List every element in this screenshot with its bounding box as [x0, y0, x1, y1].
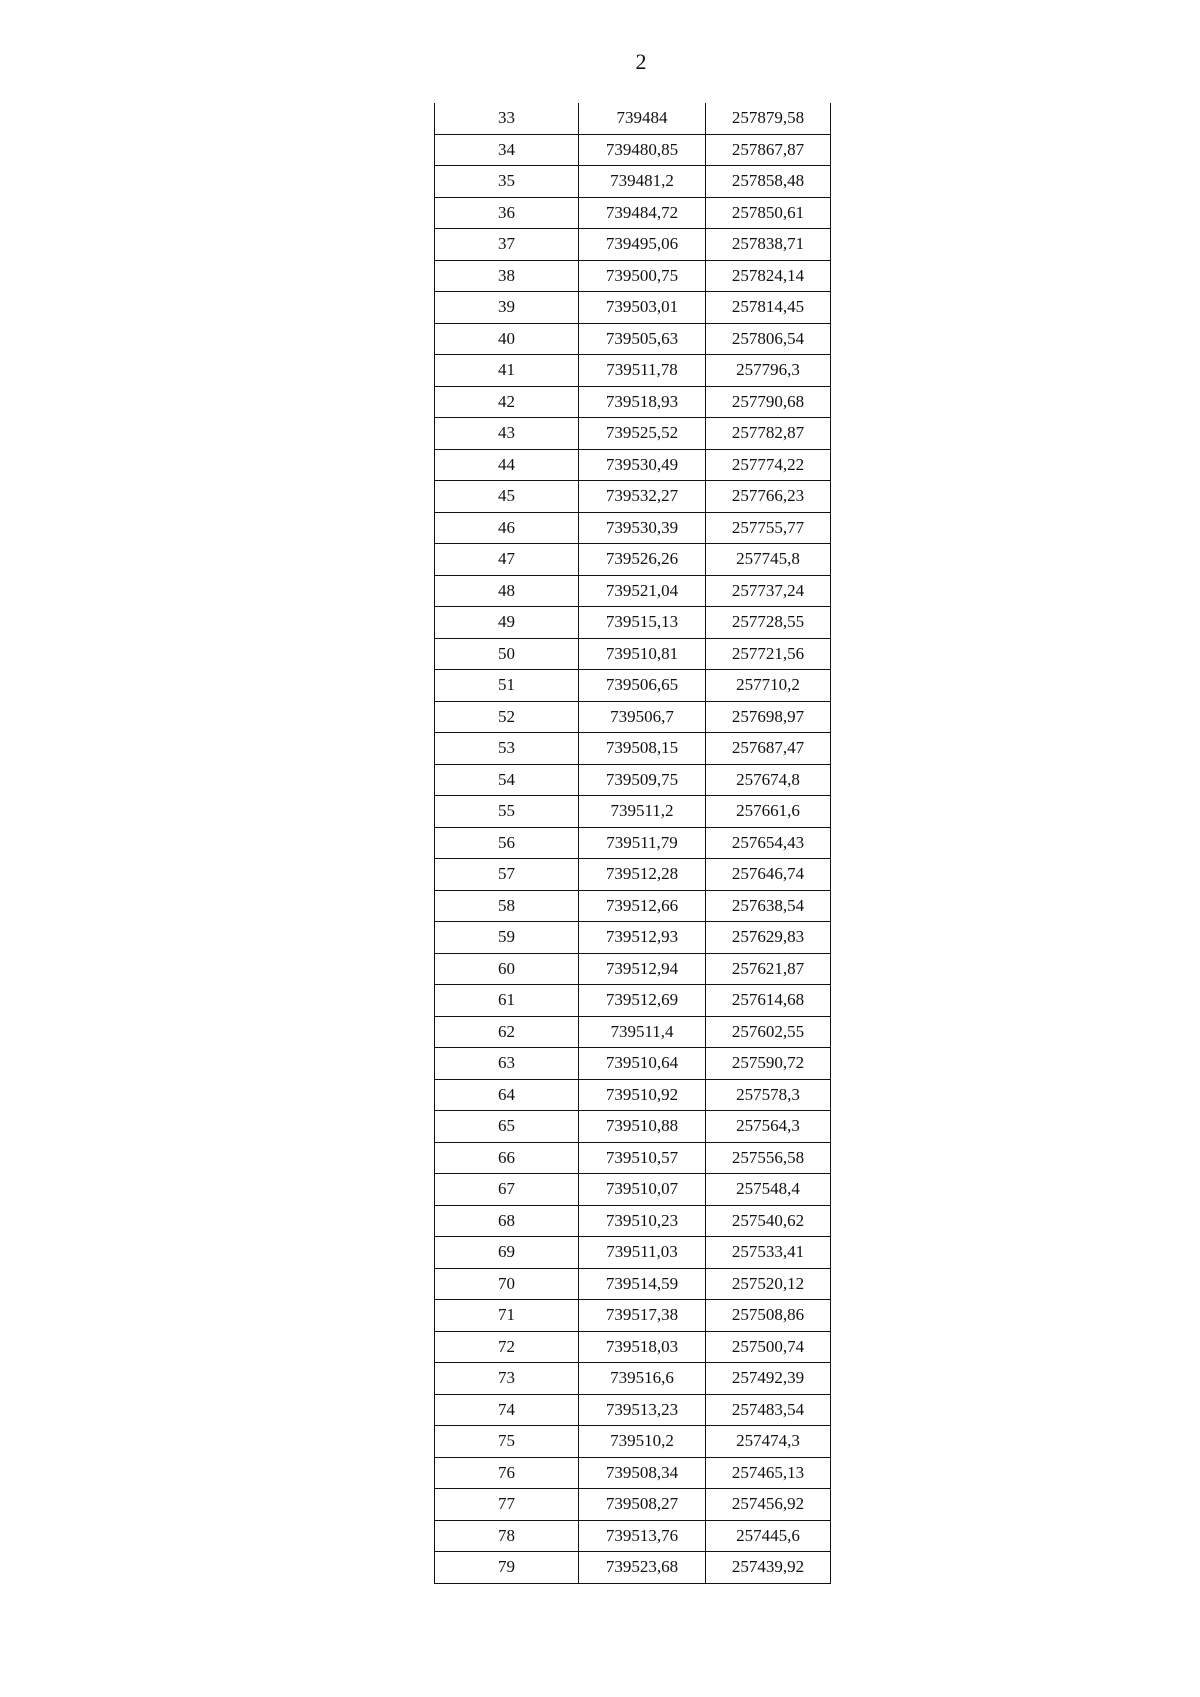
- table-row: [435, 1363, 831, 1395]
- point-number-cell: 34: [435, 134, 579, 166]
- point-number-cell: 76: [435, 1457, 579, 1489]
- y-coordinate-cell: 257858,48: [706, 166, 831, 198]
- table-row: [435, 229, 831, 261]
- x-coordinate-cell: 739523,68: [579, 1552, 706, 1584]
- x-coordinate-cell: 739511,78: [579, 355, 706, 387]
- point-number-cell: 58: [435, 890, 579, 922]
- y-coordinate-cell: 257721,56: [706, 638, 831, 670]
- table-row: [435, 859, 831, 891]
- point-number-cell: 56: [435, 827, 579, 859]
- table-row: [435, 764, 831, 796]
- point-number-cell: 72: [435, 1331, 579, 1363]
- y-coordinate-cell: 257638,54: [706, 890, 831, 922]
- x-coordinate-cell: 739513,76: [579, 1520, 706, 1552]
- table-row: [435, 481, 831, 513]
- x-coordinate-cell: 739513,23: [579, 1394, 706, 1426]
- table-row: [435, 512, 831, 544]
- point-number-cell: 35: [435, 166, 579, 198]
- x-coordinate-cell: 739495,06: [579, 229, 706, 261]
- y-coordinate-cell: 257456,92: [706, 1489, 831, 1521]
- table-row: [435, 890, 831, 922]
- y-coordinate-cell: 257602,55: [706, 1016, 831, 1048]
- y-coordinate-cell: 257867,87: [706, 134, 831, 166]
- point-number-cell: 45: [435, 481, 579, 513]
- x-coordinate-cell: 739510,2: [579, 1426, 706, 1458]
- table-row: [435, 260, 831, 292]
- x-coordinate-cell: 739512,94: [579, 953, 706, 985]
- table-row: [435, 418, 831, 450]
- point-number-cell: 69: [435, 1237, 579, 1269]
- point-number-cell: 75: [435, 1426, 579, 1458]
- table-row: [435, 1174, 831, 1206]
- y-coordinate-cell: 257661,6: [706, 796, 831, 828]
- x-coordinate-cell: 739510,92: [579, 1079, 706, 1111]
- y-coordinate-cell: 257674,8: [706, 764, 831, 796]
- y-coordinate-cell: 257766,23: [706, 481, 831, 513]
- y-coordinate-cell: 257508,86: [706, 1300, 831, 1332]
- point-number-cell: 67: [435, 1174, 579, 1206]
- y-coordinate-cell: 257838,71: [706, 229, 831, 261]
- point-number-cell: 62: [435, 1016, 579, 1048]
- table-row: [435, 544, 831, 576]
- point-number-cell: 74: [435, 1394, 579, 1426]
- y-coordinate-cell: 257824,14: [706, 260, 831, 292]
- point-number-cell: 38: [435, 260, 579, 292]
- point-number-cell: 55: [435, 796, 579, 828]
- y-coordinate-cell: 257578,3: [706, 1079, 831, 1111]
- y-coordinate-cell: 257782,87: [706, 418, 831, 450]
- point-number-cell: 51: [435, 670, 579, 702]
- point-number-cell: 52: [435, 701, 579, 733]
- point-number-cell: 73: [435, 1363, 579, 1395]
- y-coordinate-cell: 257492,39: [706, 1363, 831, 1395]
- table-row: [435, 166, 831, 198]
- x-coordinate-cell: 739511,03: [579, 1237, 706, 1269]
- table-row: [435, 953, 831, 985]
- point-number-cell: 39: [435, 292, 579, 324]
- point-number-cell: 42: [435, 386, 579, 418]
- x-coordinate-cell: 739514,59: [579, 1268, 706, 1300]
- table-row: [435, 638, 831, 670]
- x-coordinate-cell: 739480,85: [579, 134, 706, 166]
- table-row: [435, 197, 831, 229]
- y-coordinate-cell: 257646,74: [706, 859, 831, 891]
- y-coordinate-cell: 257614,68: [706, 985, 831, 1017]
- table-row: [435, 575, 831, 607]
- x-coordinate-cell: 739511,2: [579, 796, 706, 828]
- x-coordinate-cell: 739510,88: [579, 1111, 706, 1143]
- point-number-cell: 47: [435, 544, 579, 576]
- x-coordinate-cell: 739484: [579, 103, 706, 134]
- point-number-cell: 59: [435, 922, 579, 954]
- x-coordinate-cell: 739530,39: [579, 512, 706, 544]
- table-row: [435, 1237, 831, 1269]
- point-number-cell: 68: [435, 1205, 579, 1237]
- y-coordinate-cell: 257745,8: [706, 544, 831, 576]
- y-coordinate-cell: 257590,72: [706, 1048, 831, 1080]
- table-row: [435, 1394, 831, 1426]
- table-row: [435, 449, 831, 481]
- point-number-cell: 37: [435, 229, 579, 261]
- y-coordinate-cell: 257445,6: [706, 1520, 831, 1552]
- point-number-cell: 41: [435, 355, 579, 387]
- table-row: [435, 1079, 831, 1111]
- point-number-cell: 60: [435, 953, 579, 985]
- table-row: [435, 701, 831, 733]
- y-coordinate-cell: 257564,3: [706, 1111, 831, 1143]
- point-number-cell: 54: [435, 764, 579, 796]
- x-coordinate-cell: 739506,65: [579, 670, 706, 702]
- x-coordinate-cell: 739510,57: [579, 1142, 706, 1174]
- table-row: [435, 670, 831, 702]
- y-coordinate-cell: 257814,45: [706, 292, 831, 324]
- table-row: [435, 1048, 831, 1080]
- point-number-cell: 64: [435, 1079, 579, 1111]
- table-row: [435, 1016, 831, 1048]
- table-row: [435, 1426, 831, 1458]
- x-coordinate-cell: 739512,66: [579, 890, 706, 922]
- y-coordinate-cell: 257774,22: [706, 449, 831, 481]
- table-row: [435, 1205, 831, 1237]
- x-coordinate-cell: 739532,27: [579, 481, 706, 513]
- x-coordinate-cell: 739508,27: [579, 1489, 706, 1521]
- y-coordinate-cell: 257621,87: [706, 953, 831, 985]
- table-row: [435, 1111, 831, 1143]
- x-coordinate-cell: 739511,4: [579, 1016, 706, 1048]
- point-number-cell: 71: [435, 1300, 579, 1332]
- y-coordinate-cell: 257520,12: [706, 1268, 831, 1300]
- x-coordinate-cell: 739516,6: [579, 1363, 706, 1395]
- x-coordinate-cell: 739508,15: [579, 733, 706, 765]
- y-coordinate-cell: 257533,41: [706, 1237, 831, 1269]
- point-number-cell: 49: [435, 607, 579, 639]
- x-coordinate-cell: 739509,75: [579, 764, 706, 796]
- x-coordinate-cell: 739512,69: [579, 985, 706, 1017]
- table-row: [435, 1300, 831, 1332]
- point-number-cell: 33: [435, 103, 579, 134]
- x-coordinate-cell: 739510,81: [579, 638, 706, 670]
- y-coordinate-cell: 257806,54: [706, 323, 831, 355]
- y-coordinate-cell: 257879,58: [706, 103, 831, 134]
- y-coordinate-cell: 257687,47: [706, 733, 831, 765]
- point-number-cell: 77: [435, 1489, 579, 1521]
- x-coordinate-cell: 739517,38: [579, 1300, 706, 1332]
- point-number-cell: 50: [435, 638, 579, 670]
- y-coordinate-cell: 257465,13: [706, 1457, 831, 1489]
- point-number-cell: 65: [435, 1111, 579, 1143]
- table-row: [435, 323, 831, 355]
- x-coordinate-cell: 739530,49: [579, 449, 706, 481]
- x-coordinate-cell: 739518,93: [579, 386, 706, 418]
- x-coordinate-cell: 739525,52: [579, 418, 706, 450]
- y-coordinate-cell: 257790,68: [706, 386, 831, 418]
- table-row: [435, 922, 831, 954]
- y-coordinate-cell: 257483,54: [706, 1394, 831, 1426]
- table-row: [435, 292, 831, 324]
- x-coordinate-cell: 739510,07: [579, 1174, 706, 1206]
- y-coordinate-cell: 257439,92: [706, 1552, 831, 1584]
- y-coordinate-cell: 257850,61: [706, 197, 831, 229]
- x-coordinate-cell: 739505,63: [579, 323, 706, 355]
- point-number-cell: 53: [435, 733, 579, 765]
- table-row: [435, 1489, 831, 1521]
- y-coordinate-cell: 257629,83: [706, 922, 831, 954]
- point-number-cell: 36: [435, 197, 579, 229]
- y-coordinate-cell: 257540,62: [706, 1205, 831, 1237]
- page-number: 2: [635, 49, 647, 74]
- y-coordinate-cell: 257698,97: [706, 701, 831, 733]
- x-coordinate-cell: 739510,64: [579, 1048, 706, 1080]
- x-coordinate-cell: 739512,28: [579, 859, 706, 891]
- x-coordinate-cell: 739512,93: [579, 922, 706, 954]
- point-number-cell: 46: [435, 512, 579, 544]
- y-coordinate-cell: 257710,2: [706, 670, 831, 702]
- coordinates-table: [434, 103, 831, 1584]
- point-number-cell: 66: [435, 1142, 579, 1174]
- table-row: [435, 1457, 831, 1489]
- y-coordinate-cell: 257474,3: [706, 1426, 831, 1458]
- point-number-cell: 61: [435, 985, 579, 1017]
- x-coordinate-cell: 739511,79: [579, 827, 706, 859]
- coordinates-table-body: [435, 103, 831, 1583]
- y-coordinate-cell: 257796,3: [706, 355, 831, 387]
- table-row: [435, 1268, 831, 1300]
- point-number-cell: 70: [435, 1268, 579, 1300]
- x-coordinate-cell: 739521,04: [579, 575, 706, 607]
- x-coordinate-cell: 739526,26: [579, 544, 706, 576]
- point-number-cell: 43: [435, 418, 579, 450]
- y-coordinate-cell: 257737,24: [706, 575, 831, 607]
- point-number-cell: 63: [435, 1048, 579, 1080]
- x-coordinate-cell: 739484,72: [579, 197, 706, 229]
- point-number-cell: 40: [435, 323, 579, 355]
- y-coordinate-cell: 257556,58: [706, 1142, 831, 1174]
- y-coordinate-cell: 257728,55: [706, 607, 831, 639]
- table-row: [435, 796, 831, 828]
- table-row: [435, 985, 831, 1017]
- table-row: [435, 1331, 831, 1363]
- table-row: [435, 827, 831, 859]
- point-number-cell: 79: [435, 1552, 579, 1584]
- x-coordinate-cell: 739508,34: [579, 1457, 706, 1489]
- x-coordinate-cell: 739506,7: [579, 701, 706, 733]
- x-coordinate-cell: 739500,75: [579, 260, 706, 292]
- table-row: [435, 1552, 831, 1584]
- y-coordinate-cell: 257755,77: [706, 512, 831, 544]
- table-row: [435, 103, 831, 134]
- y-coordinate-cell: 257548,4: [706, 1174, 831, 1206]
- y-coordinate-cell: 257500,74: [706, 1331, 831, 1363]
- y-coordinate-cell: 257654,43: [706, 827, 831, 859]
- point-number-cell: 57: [435, 859, 579, 891]
- table-row: [435, 607, 831, 639]
- point-number-cell: 48: [435, 575, 579, 607]
- x-coordinate-cell: 739503,01: [579, 292, 706, 324]
- table-row: [435, 1142, 831, 1174]
- point-number-cell: 44: [435, 449, 579, 481]
- x-coordinate-cell: 739481,2: [579, 166, 706, 198]
- x-coordinate-cell: 739510,23: [579, 1205, 706, 1237]
- table-row: [435, 733, 831, 765]
- table-row: [435, 386, 831, 418]
- table-row: [435, 355, 831, 387]
- x-coordinate-cell: 739515,13: [579, 607, 706, 639]
- point-number-cell: 78: [435, 1520, 579, 1552]
- table-row: [435, 134, 831, 166]
- x-coordinate-cell: 739518,03: [579, 1331, 706, 1363]
- table-row: [435, 1520, 831, 1552]
